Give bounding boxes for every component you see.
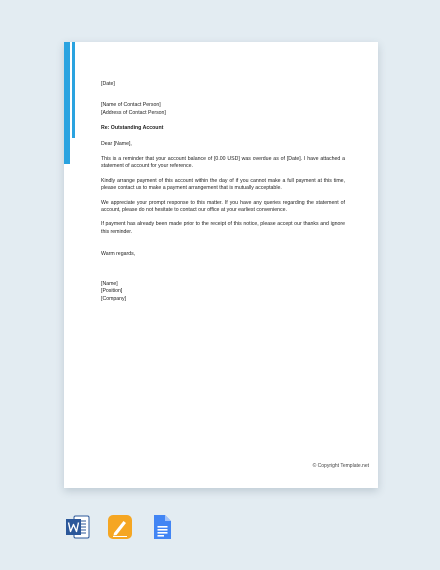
accent-bar-inner: [72, 42, 75, 138]
paragraph-4: If payment has already been made prior to the receipt of this notice, please accept our thanks and ignore this reminder.: [101, 221, 345, 235]
accent-bar: [64, 42, 70, 164]
letter-date: [Date]: [101, 81, 115, 87]
paragraph-1: This is a reminder that your account balance of [0.00 USD] was overdue as of [Date]. I have attached a statement of account for your reference.: [101, 156, 345, 170]
closing: Warm regards,: [101, 251, 136, 258]
letter-subject: Re: Outstanding Account: [101, 125, 164, 132]
document-page: [64, 42, 378, 488]
signature-company: [Company]: [101, 295, 127, 302]
letter-body: [101, 81, 345, 303]
contact-name: [Name of Contact Person]: [101, 102, 161, 109]
copyright-text: © Copyright Template.net: [312, 463, 369, 469]
contact-address: [Address of Contact Person]: [101, 109, 166, 116]
format-icons: [65, 514, 175, 540]
paragraph-2: Kindly arrange payment of this account within the day of if you cannot make a full payment at this time, please contact us to make a payment arrangement that is mutually acceptable.: [101, 177, 345, 192]
salutation: Dear [Name],: [101, 140, 132, 147]
pages-icon[interactable]: [107, 514, 133, 540]
word-icon[interactable]: [65, 514, 91, 540]
signature-position: [Position]: [101, 288, 123, 295]
google-docs-icon[interactable]: [149, 514, 175, 540]
signature-name: [Name]: [101, 280, 118, 287]
paragraph-3: We appreciate your prompt response to this matter. If you have any queries regarding the statement of account, please do not hesitate to contact our office at your earliest convenience.: [101, 199, 345, 214]
